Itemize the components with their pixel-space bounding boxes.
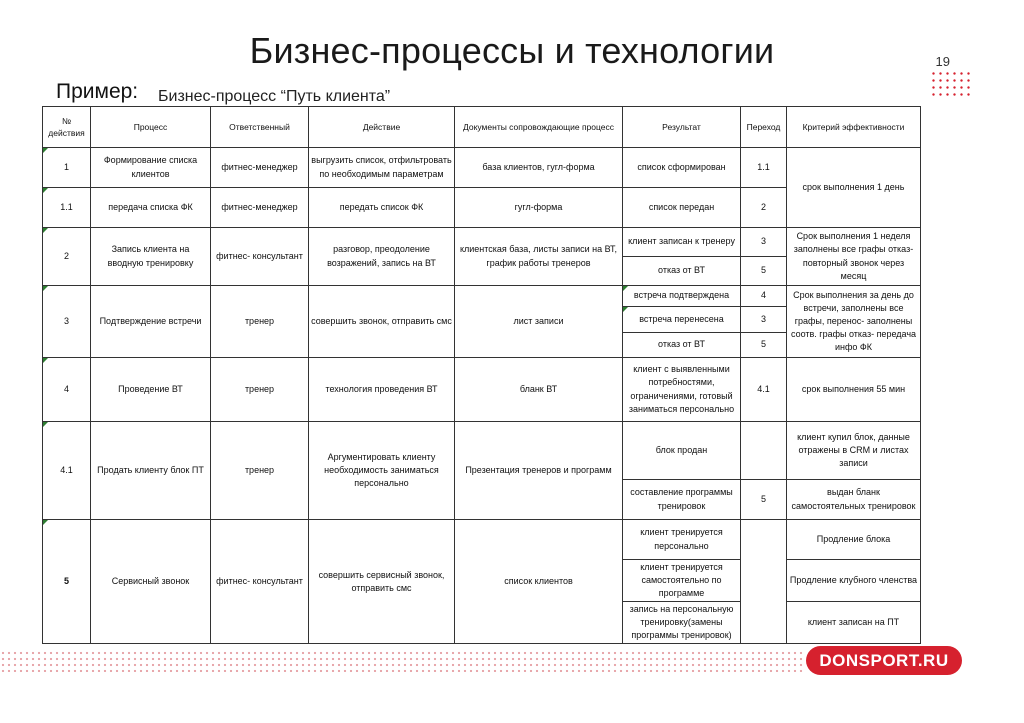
cell-result: блок продан [623,422,741,480]
cell-process: Формирование списка клиентов [91,148,211,188]
header-result: Результат [623,107,741,148]
cell-transition [741,520,787,644]
cell-process: Запись клиента на вводную тренировку [91,228,211,286]
cell-process: Сервисный звонок [91,520,211,644]
decorative-dots-bottom [0,650,805,672]
cell-criteria: срок выполнения 1 день [787,148,921,228]
header-docs: Документы сопровождающие процесс [455,107,623,148]
header-criteria: Критерий эффективности [787,107,921,148]
cell-transition: 2 [741,188,787,228]
cell-result: клиент тренируется самостоятельно по программе [623,560,741,602]
cell-num: 3 [43,286,91,358]
cell-result: список сформирован [623,148,741,188]
cell-criteria: клиент записан на ПТ [787,602,921,644]
cell-transition: 3 [741,307,787,333]
cell-num: 5 [43,520,91,644]
cell-result: запись на персональную тренировку(замены программы тренировок) [623,602,741,644]
table-row [43,520,921,560]
header-owner: Ответственный [211,107,309,148]
cell-owner: тренер [211,422,309,520]
cell-transition: 1.1 [741,148,787,188]
cell-docs: клиентская база, листы записи на ВТ, график работы тренеров [455,228,623,286]
cell-owner: тренер [211,358,309,422]
cell-criteria: выдан бланк самостоятельных тренировок [787,480,921,520]
cell-transition [741,422,787,480]
cell-action: совершить сервисный звонок, отправить смс [309,520,455,644]
cell-num: 4.1 [43,422,91,520]
cell-num: 1.1 [43,188,91,228]
cell-docs: список клиентов [455,520,623,644]
client-journey-table [42,106,921,644]
page-number: 19 [935,54,950,69]
cell-docs: база клиентов, гугл-форма [455,148,623,188]
cell-owner: фитнес-менеджер [211,148,309,188]
slide-title: Бизнес-процессы и технологии [249,30,775,71]
cell-criteria: Продление клубного членства [787,560,921,602]
process-subtitle: Бизнес-процесс “Путь клиента” [158,88,391,105]
table-header-row [43,107,921,148]
cell-criteria: Продление блока [787,520,921,560]
cell-owner: фитнес- консультант [211,228,309,286]
cell-action: передать список ФК [309,188,455,228]
cell-result: клиент тренируется персонально [623,520,741,560]
cell-result: отказ от ВТ [623,257,741,286]
cell-action: разговор, преодоление возражений, запись на ВТ [309,228,455,286]
table-row [43,228,921,257]
cell-transition: 5 [741,333,787,358]
cell-owner: фитнес- консультант [211,520,309,644]
cell-transition: 5 [741,257,787,286]
cell-docs: бланк ВТ [455,358,623,422]
cell-criteria: Срок выполнения 1 неделя заполнены все графы отказ- повторный звонок через месяц [787,228,921,286]
cell-transition: 5 [741,480,787,520]
cell-process: Продать клиенту блок ПТ [91,422,211,520]
table-row [43,148,921,188]
cell-num: 2 [43,228,91,286]
cell-action: выгрузить список, отфильтровать по необходимым параметрам [309,148,455,188]
decorative-dots-top [930,70,970,100]
table-row [43,358,921,422]
cell-process: Проведение ВТ [91,358,211,422]
cell-owner: фитнес-менеджер [211,188,309,228]
cell-action: технология проведения ВТ [309,358,455,422]
cell-result: клиент с выявленными потребностями, ограничениями, готовый заниматься персонально [623,358,741,422]
cell-result: встреча перенесена [623,307,741,333]
cell-result: список передан [623,188,741,228]
cell-transition: 3 [741,228,787,257]
cell-owner: тренер [211,286,309,358]
header-action: Действие [309,107,455,148]
cell-docs: гугл-форма [455,188,623,228]
donsport-logo: DONSPORT.RU [806,646,962,675]
cell-process: Подтверждение встречи [91,286,211,358]
cell-criteria: Срок выполнения за день до встречи, заполнены все графы, перенос- заполнены соотв. графы отказ- передача инфо ФК [787,286,921,358]
cell-criteria: клиент купил блок, данные отражены в CRM и листах записи [787,422,921,480]
table-row [43,422,921,480]
cell-action: Аргументировать клиенту необходимость заниматься персонально [309,422,455,520]
cell-num: 1 [43,148,91,188]
header-transition: Переход [741,107,787,148]
cell-process: передача списка ФК [91,188,211,228]
cell-transition: 4.1 [741,358,787,422]
cell-action: совершить звонок, отправить смс [309,286,455,358]
cell-docs: Презентация тренеров и программ [455,422,623,520]
cell-num: 4 [43,358,91,422]
cell-result: составление программы тренировок [623,480,741,520]
cell-result: отказ от ВТ [623,333,741,358]
cell-criteria: срок выполнения 55 мин [787,358,921,422]
cell-transition: 4 [741,286,787,307]
header-process: Процесс [91,107,211,148]
table-row [43,286,921,307]
cell-result: встреча подтверждена [623,286,741,307]
header-num: № действия [43,107,91,148]
cell-result: клиент записан к тренеру [623,228,741,257]
example-label: Пример: [56,80,139,103]
cell-docs: лист записи [455,286,623,358]
